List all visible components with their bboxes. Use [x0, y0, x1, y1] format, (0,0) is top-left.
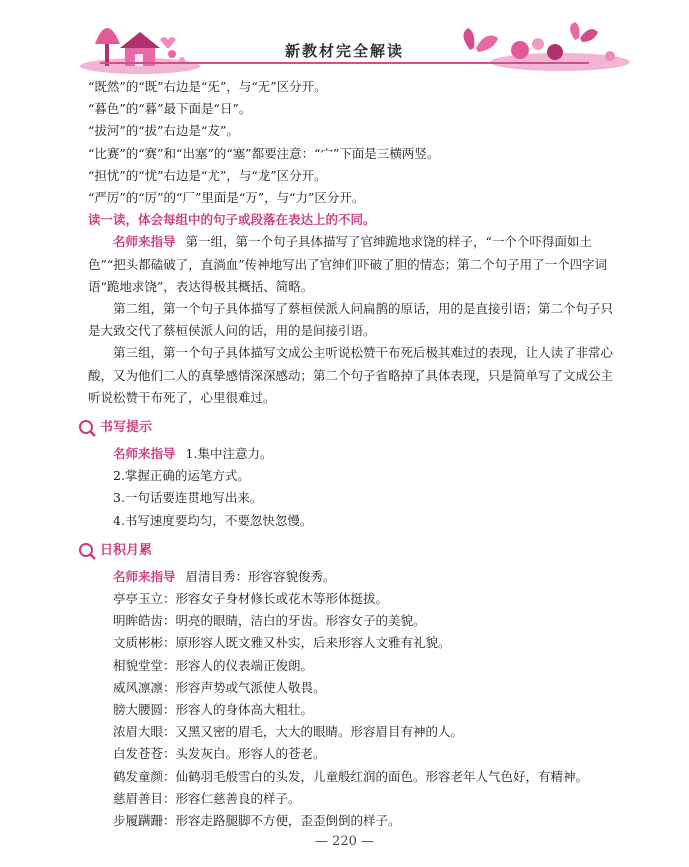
word-note: “拔河”的“拔”右边是“犮”。 [88, 123, 239, 139]
idiom-item: 浓眉大眼：又黑又密的眉毛，大大的眼睛。形容眉目有神的人。 [113, 724, 464, 740]
teacher-guide-label: 名师来指导 [113, 446, 176, 462]
word-note: “既然”的“既”右边是“旡”，与“无”区分开。 [88, 79, 327, 94]
idiom-item: 亭亭玉立：形容女子身材修长或花木等形体挺拔。 [113, 591, 389, 607]
writing-item: 3.一句话要连贯地写出来。 [113, 490, 263, 506]
idiom-item: 相貌堂堂：形容人的仪表端正俊朗。 [113, 657, 314, 673]
idiom-item: 文质彬彬：原形容人既文雅又朴实，后来形容人文雅有礼貌。 [113, 635, 451, 651]
writing-item: 1.集中注意力。 [185, 446, 273, 462]
writing-guide-line [88, 443, 615, 465]
read-guide-paragraph [88, 231, 615, 298]
teacher-guide-label: 名师来指导 [113, 234, 176, 250]
header-divider [100, 62, 589, 64]
idiom-item: 威风凛凛：形容声势或气派使人敬畏。 [113, 679, 326, 695]
read-group-3: 第三组，第一个句子具体描写文成公主听说松赞干布死后极其难过的表现，让人读了非常心酸，又为他们二人的真挚感情深深感动；第二个句子省略掉了具体表现，只是简单写了文成公主听说松赞干布死了，心里很难过。 [88, 345, 614, 405]
writing-section-title [78, 415, 615, 441]
word-note: “担忧”的“忧”右边是“尤”，与“龙”区分开。 [88, 167, 327, 183]
read-heading: 读一读，体会每组中的句子或段落在表达上的不同。 [88, 212, 376, 228]
idiom-item: 步履蹒跚：形容走路腿脚不方便，歪歪倒倒的样子。 [113, 813, 401, 829]
magnifier-icon [78, 542, 96, 560]
magnifier-icon [78, 419, 96, 437]
writing-title: 书写提示 [100, 419, 153, 435]
daily-title: 日积月累 [100, 542, 153, 558]
idiom-item: 明眸皓齿：明亮的眼睛，洁白的牙齿。形容女子的美貌。 [113, 613, 426, 629]
idiom-item: 眉清目秀：形容容貌俊秀。 [185, 568, 336, 584]
page-number: — 220 — [314, 834, 375, 849]
read-group-1: 第一组，第一个句子具体描写了官绅跪地求饶的样子，“一个个吓得面如土色”“把头都磕破了，直淌血”传神地写出了官绅们吓破了胆的情态；第二个句子用了一个四字词语“跪地求饶”，表达得极其概括、简略。 [88, 234, 608, 294]
teacher-guide-label: 名师来指导 [113, 568, 176, 584]
daily-section-title [78, 538, 615, 564]
idiom-item: 慈眉善目：形容仁慈善良的样子。 [113, 790, 301, 806]
writing-item: 4.书写速度要均匀，不要忽快忽慢。 [113, 512, 313, 528]
writing-item: 2.掌握正确的运笔方式。 [113, 468, 250, 484]
page-header [0, 0, 689, 74]
idiom-item: 白发苍苍：头发灰白。形容人的苍老。 [113, 746, 326, 762]
idiom-item: 鹤发童颜：仙鹤羽毛般雪白的头发，儿童般红润的面色。形容老年人气色好，有精神。 [113, 768, 589, 784]
read-group-2: 第二组，第一个句子具体描写了蔡桓侯派人问扁鹊的原话，用的是直接引语；第二个句子只是大致交代了蔡桓侯派人问的话，用的是间接引语。 [88, 301, 614, 339]
page-content [88, 76, 615, 832]
daily-guide-line [88, 566, 615, 588]
word-note: “比赛”的“赛”和“出塞”的“塞”都要注意：“宀”下面是三横两竖。 [88, 145, 440, 161]
word-note: “暮色”的“暮”最下面是“日”。 [88, 101, 252, 117]
idiom-item: 膀大腰圆：形容人的身体高大粗壮。 [113, 702, 314, 718]
word-note: “严厉”的“厉”的“厂”里面是“万”，与“力”区分开。 [88, 190, 365, 206]
header-title: 新教材完全解读 [284, 42, 404, 60]
